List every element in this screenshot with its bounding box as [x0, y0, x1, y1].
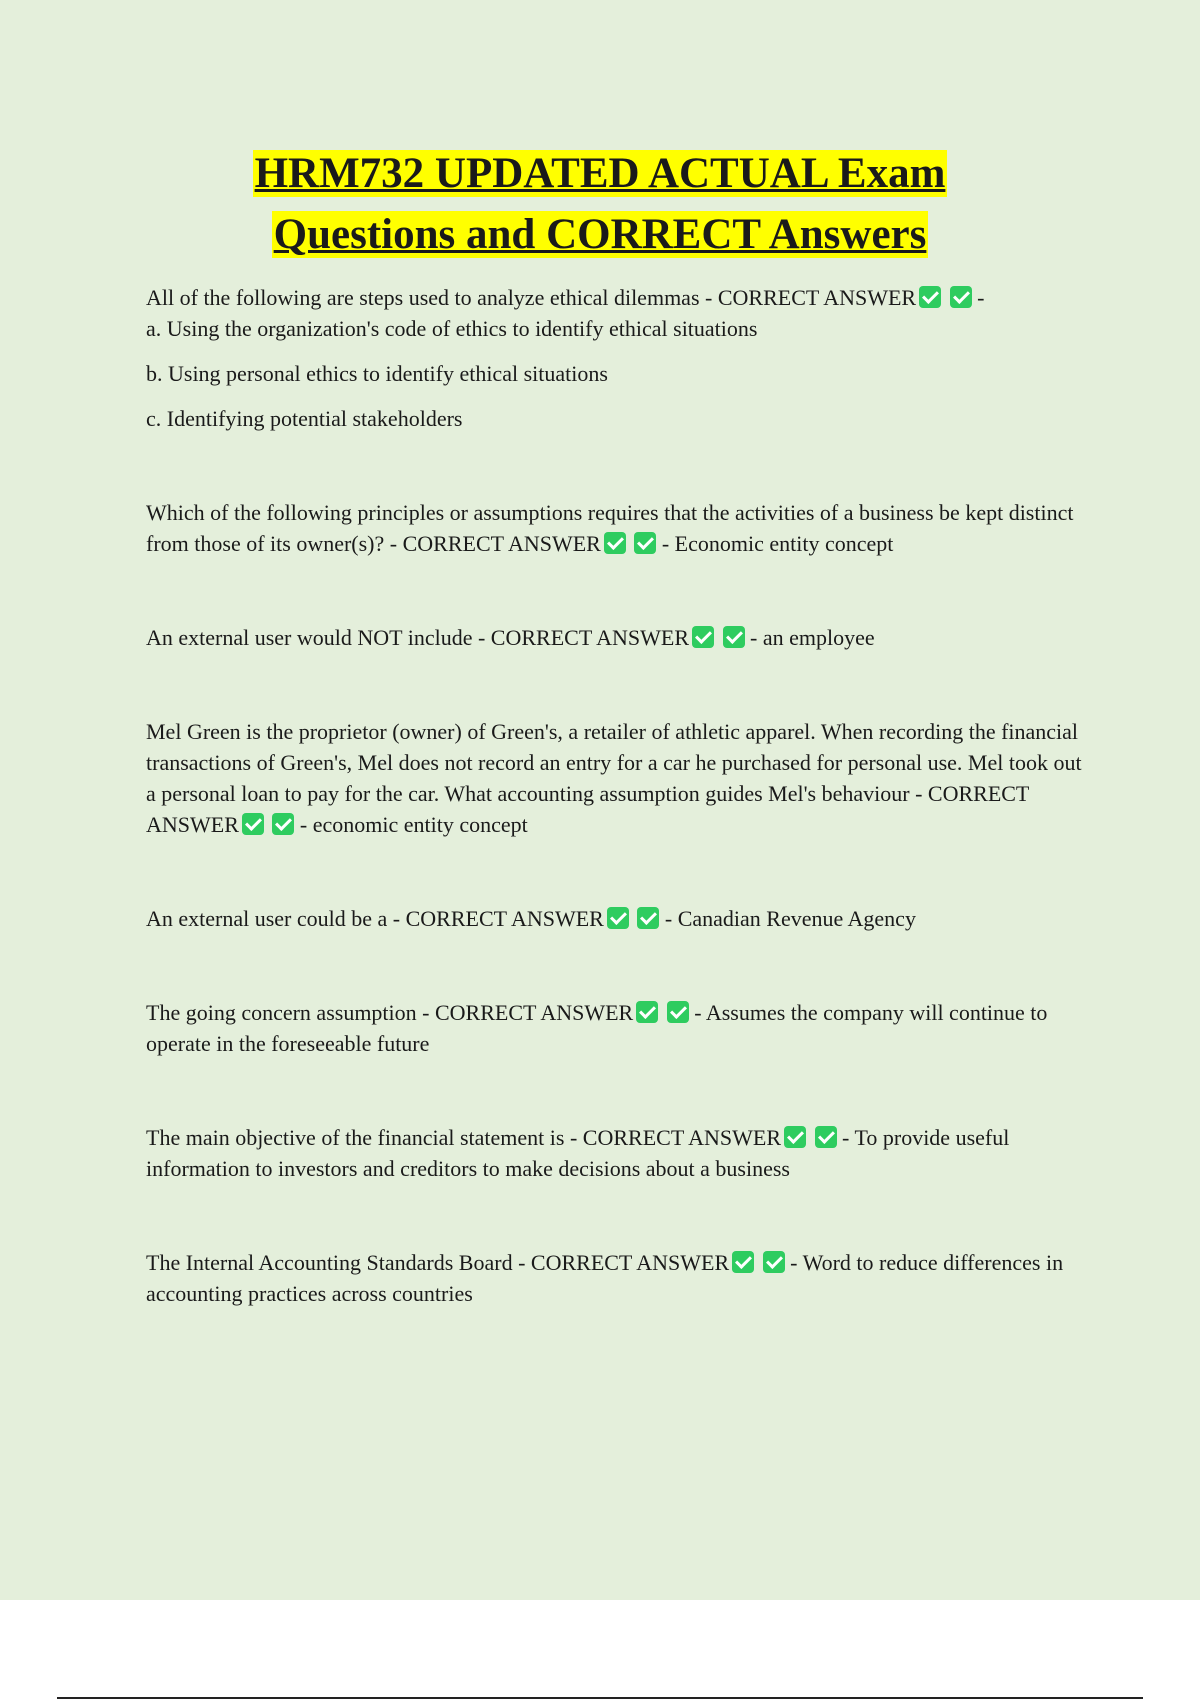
- green-checkmark-icon: [723, 626, 745, 648]
- green-checkmark-icon: [950, 286, 972, 308]
- qa-item: All of the following are steps used to analyze ethical dilemmas - CORRECT ANSWER - a. Using the organization's code of ethics to identify ethical situations b. Using personal ethics to identify ethical situations c. Identifying potential stakeholders: [146, 282, 1096, 434]
- answer-line: a. Using the organization's code of ethics to identify ethical situations: [146, 316, 758, 341]
- question-text: The going concern assumption: [146, 1000, 417, 1025]
- qa-item: An external user would NOT include - CORRECT ANSWER - an employee: [146, 625, 875, 650]
- green-checkmark-icon: [242, 813, 264, 835]
- green-checkmark-icon: [636, 1001, 658, 1023]
- title-line-2: Questions and CORRECT Answers: [273, 211, 927, 258]
- qa-item: The Internal Accounting Standards Board - CORRECT ANSWER - Word to reduce differences in accounting practices across countries: [146, 1250, 1064, 1306]
- answer-text: Word to reduce differences in accounting practices across countries: [146, 1250, 1064, 1306]
- correct-answer-marker: - CORRECT ANSWER: [146, 781, 1029, 837]
- correct-answer-marker: - CORRECT ANSWER: [392, 906, 604, 931]
- question-text: Which of the following principles or assumptions requires that the activities of a business be kept distinct from those of its owner(s)?: [146, 500, 1074, 556]
- answer-text: economic entity concept: [312, 812, 528, 837]
- answer-text: Assumes the company will continue to operate in the foreseeable future: [146, 1000, 1048, 1056]
- answer-text: Canadian Revenue Agency: [677, 906, 916, 931]
- title-line-1: HRM732 UPDATED ACTUAL Exam: [254, 150, 946, 197]
- qa-item: The going concern assumption - CORRECT ANSWER - Assumes the company will continue to operate in the foreseeable future: [146, 1000, 1048, 1056]
- green-checkmark-icon: [637, 907, 659, 929]
- answer-line: c. Identifying potential stakeholders: [146, 406, 463, 431]
- answer-line: b. Using personal ethics to identify ethical situations: [146, 361, 608, 386]
- question-text: An external user could be a: [146, 906, 388, 931]
- answer-text: To provide useful information to investors and creditors to make decisions about a business: [146, 1125, 1010, 1181]
- question-text: An external user would NOT include: [146, 625, 473, 650]
- qa-item: An external user could be a - CORRECT ANSWER - Canadian Revenue Agency: [146, 906, 916, 931]
- qa-item: Mel Green is the proprietor (owner) of Green's, a retailer of athletic apparel. When recording the financial transactions of Green's, Mel does not record an entry for a car he purchased for personal use. Mel took out a personal loan to pay for the car. What accounting assumption guides Mel's behaviour - CORRECT ANSWER - economic entity concept: [146, 719, 1082, 837]
- correct-answer-marker: - CORRECT ANSWER: [422, 1000, 634, 1025]
- green-checkmark-icon: [692, 626, 714, 648]
- qa-item: The main objective of the financial statement is - CORRECT ANSWER - To provide useful information to investors and creditors to make decisions about a business: [146, 1125, 1010, 1181]
- question-text: The Internal Accounting Standards Board: [146, 1250, 513, 1275]
- green-checkmark-icon: [919, 286, 941, 308]
- answer-text: Economic entity concept: [674, 531, 894, 556]
- green-checkmark-icon: [272, 813, 294, 835]
- green-checkmark-icon: [732, 1251, 754, 1273]
- green-checkmark-icon: [763, 1251, 785, 1273]
- question-text: All of the following are steps used to analyze ethical dilemmas: [146, 285, 700, 310]
- question-text: The main objective of the financial statement is: [146, 1125, 565, 1150]
- green-checkmark-icon: [815, 1126, 837, 1148]
- green-checkmark-icon: [607, 907, 629, 929]
- correct-answer-marker: - CORRECT ANSWER: [569, 1125, 782, 1150]
- green-checkmark-icon: [604, 532, 626, 554]
- footer-divider: [57, 1697, 1143, 1699]
- correct-answer-marker: - CORRECT ANSWER: [518, 1250, 730, 1275]
- qa-list: [146, 282, 1096, 1309]
- correct-answer-marker: - CORRECT ANSWER: [477, 625, 690, 650]
- green-checkmark-icon: [667, 1001, 689, 1023]
- document-title: [0, 143, 1200, 265]
- correct-answer-marker: - CORRECT ANSWER: [389, 531, 601, 556]
- answer-text: an employee: [762, 625, 875, 650]
- correct-answer-marker: - CORRECT ANSWER: [705, 285, 917, 310]
- green-checkmark-icon: [784, 1126, 806, 1148]
- question-text: Mel Green is the proprietor (owner) of Green's, a retailer of athletic apparel. When recording the financial transactions of Green's, Mel does not record an entry for a car he purchased for personal use. Mel took out a personal loan to pay for the car. What accounting assumption guides Mel's behaviour: [146, 719, 1082, 806]
- green-checkmark-icon: [634, 532, 656, 554]
- qa-item: Which of the following principles or assumptions requires that the activities of a business be kept distinct from those of its owner(s)? - CORRECT ANSWER - Economic entity concept: [146, 500, 1074, 556]
